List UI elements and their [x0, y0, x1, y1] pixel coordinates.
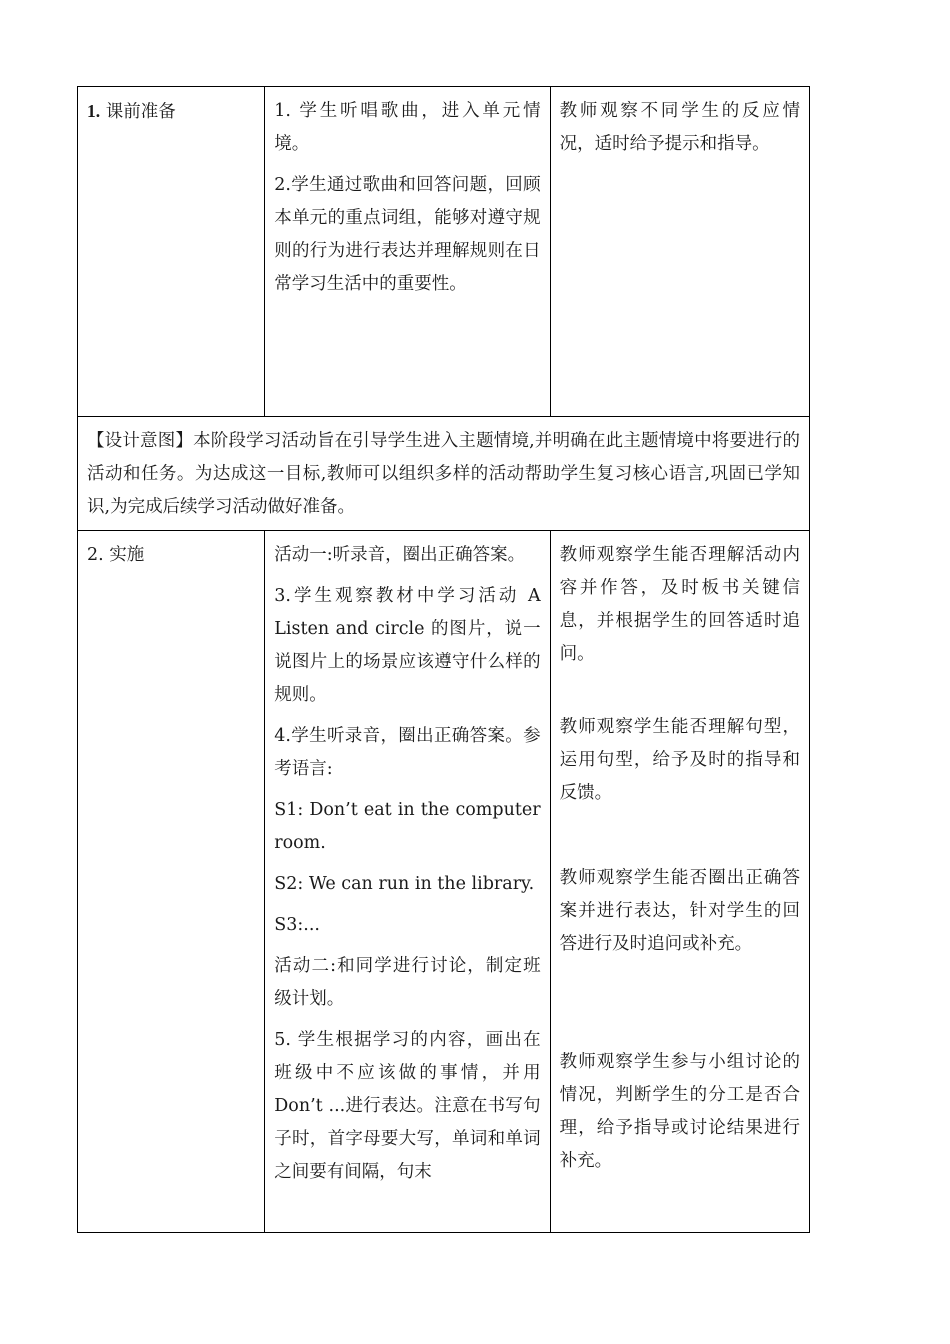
activity-paragraph: 1. 学生听唱歌曲，进入单元情境。 — [274, 101, 541, 154]
assessment-paragraph: 教师观察不同学生的反应情况，适时给予提示和指导。 — [559, 101, 800, 154]
reference-line: S2: We can run in the library. — [274, 874, 535, 894]
lesson-plan-table — [77, 86, 810, 1233]
design-intent-cell — [78, 417, 810, 531]
reference-line: S3:... — [274, 915, 320, 935]
activity-heading: 活动二:和同学进行讨论，制定班级计划。 — [274, 956, 541, 1009]
assessment-cell-prep — [550, 87, 809, 417]
activity-paragraph: 5. 学生根据学习的内容，画出在班级中不应该做的事情，并用 Don’t ...进行表达。注意在书写句子时，首字母要大写，单词和单词之间要有间隔，句末 — [274, 1030, 541, 1182]
assessment-paragraph: 教师观察学生能否圈出正确答案并进行表达，针对学生的回答进行及时追问或补充。 — [559, 868, 800, 954]
section-heading-prep — [87, 102, 176, 122]
section-title: 课前准备 — [105, 102, 176, 122]
activity-heading: 活动一:听录音，圈出正确答案。 — [274, 545, 526, 565]
design-intent-text: 【设计意图】本阶段学习活动旨在引导学生进入主题情境,并明确在此主题情境中将要进行的活动和任务。为达成这一目标,教师可以组织多样的活动帮助学生复习核心语言,巩固已学知识,为完成后续学习活动做好准备。 — [87, 431, 800, 517]
activity-paragraph: 4.学生听录音，圈出正确答案。参考语言: — [274, 726, 541, 779]
table-row-prep — [78, 87, 810, 417]
assessment-paragraph: 教师观察学生能否理解活动内容并作答，及时板书关键信息，并根据学生的回答适时追问。 — [559, 545, 800, 664]
section-number: 1. — [87, 101, 101, 121]
assessment-cell-implementation — [550, 531, 809, 1233]
activity-paragraph: 2.学生通过歌曲和回答问题，回顾本单元的重点词组，能够对遵守规则的行为进行表达并理解规则在日常学习生活中的重要性。 — [274, 175, 541, 294]
activities-cell-prep — [265, 87, 550, 417]
section-cell-implementation — [78, 531, 265, 1233]
reference-line: S1: Don’t eat in the computer room. — [274, 800, 541, 853]
section-cell-prep — [78, 87, 265, 417]
activity-paragraph: 3.学生观察教材中学习活动 A Listen and circle 的图片，说一说图片上的场景应该遵守什么样的规则。 — [274, 586, 541, 705]
assessment-paragraph: 教师观察学生能否理解句型，运用句型，给予及时的指导和反馈。 — [559, 717, 800, 803]
section-title: 2. 实施 — [87, 545, 145, 565]
table-row-design-intent — [78, 417, 810, 531]
table-row-implementation — [78, 531, 810, 1233]
assessment-paragraph: 教师观察学生参与小组讨论的情况，判断学生的分工是否合理，给予指导或讨论结果进行补充。 — [559, 1052, 800, 1171]
activities-cell-implementation — [265, 531, 550, 1233]
